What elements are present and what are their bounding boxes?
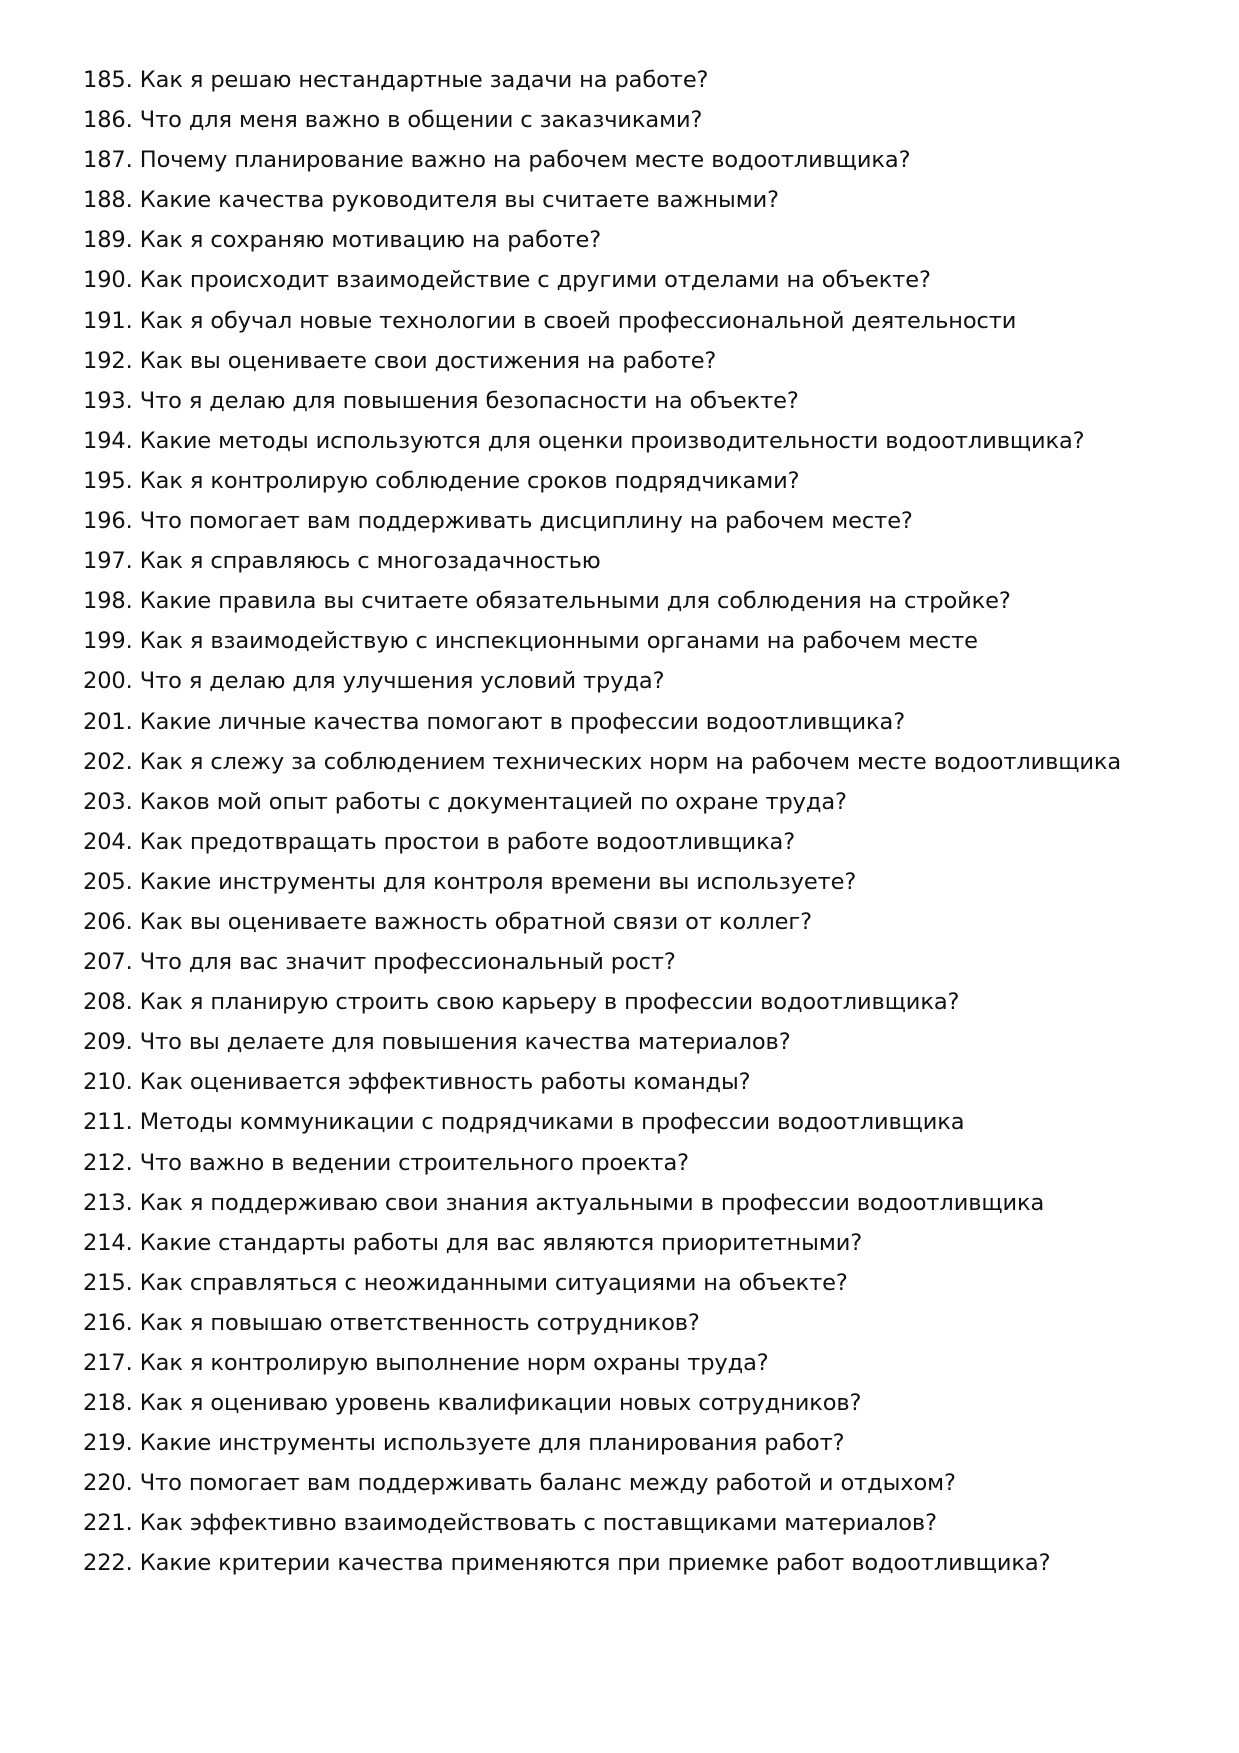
question-number: 192. [83,347,133,374]
question-text: Как я оцениваю уровень квалификации новых сотрудников? [139,1390,862,1417]
question-item [83,341,1203,381]
question-item [83,260,1203,300]
question-text: Как предотвращать простои в работе водоотливщика? [139,828,796,855]
question-number: 203. [83,788,133,815]
question-item [83,1102,1203,1142]
question-text: Что помогает вам поддерживать дисциплину на рабочем месте? [139,508,913,535]
question-item [83,1383,1203,1423]
question-text: Как я планирую строить свою карьеру в профессии водоотливщика? [139,989,960,1016]
question-item [83,1143,1203,1183]
question-item [83,180,1203,220]
question-number: 187. [83,147,133,174]
question-item [83,742,1203,782]
question-text: Как я контролирую выполнение норм охраны труда? [139,1350,769,1376]
question-text: Как я контролирую соблюдение сроков подрядчиками? [139,467,800,494]
question-text: Какие инструменты используете для планирования работ? [139,1430,845,1457]
question-text: Как я слежу за соблюдением технических норм на рабочем месте водоотливщика [139,748,1122,775]
question-number: 212. [83,1149,133,1176]
question-text: Какие личные качества помогают в профессии водоотливщика? [139,708,906,735]
question-text: Как вы оцениваете свои достижения на работе? [139,347,717,374]
question-number: 204. [83,828,133,855]
question-number: 190. [83,267,133,294]
question-item [83,1303,1203,1343]
question-text: Как эффективно взаимодействовать с поставщиками материалов? [139,1510,937,1537]
question-text: Что я делаю для улучшения условий труда? [139,668,665,695]
question-item [83,1062,1203,1102]
question-item [83,461,1203,501]
question-item [83,581,1203,621]
question-text: Как справляться с неожиданными ситуациями на объекте? [139,1269,848,1296]
question-text: Как оценивается эффективность работы команды? [139,1069,751,1096]
question-number: 220. [83,1470,133,1497]
question-number: 206. [83,908,133,935]
question-text: Методы коммуникации с подрядчиками в профессии водоотливщика [139,1109,965,1136]
question-item [83,862,1203,902]
question-number: 214. [83,1229,133,1256]
question-item [83,1423,1203,1463]
question-item [83,1223,1203,1263]
question-text: Как я взаимодействую с инспекционными органами на рабочем месте [139,628,978,655]
question-item [83,100,1203,140]
question-item [83,902,1203,942]
question-number: 210. [83,1069,133,1096]
question-item [83,621,1203,661]
question-item [83,220,1203,260]
question-item [83,661,1203,701]
question-text: Как я решаю нестандартные задачи на работе? [139,67,709,93]
question-item [83,1263,1203,1303]
question-text: Что помогает вам поддерживать баланс между работой и отдыхом? [139,1470,956,1497]
question-number: 208. [83,989,133,1016]
question-item [83,381,1203,421]
question-text: Что вы делаете для повышения качества материалов? [139,1029,791,1056]
question-text: Почему планирование важно на рабочем месте водоотливщика? [139,147,911,174]
question-number: 185. [83,67,133,93]
question-item [83,1183,1203,1223]
question-text: Как я поддерживаю свои знания актуальными в профессии водоотливщика [139,1189,1045,1216]
question-number: 205. [83,868,133,895]
question-item [83,1343,1203,1383]
question-text: Как я повышаю ответственность сотрудников? [139,1309,700,1336]
question-item [83,1022,1203,1062]
question-text: Какие стандарты работы для вас являются приоритетными? [139,1229,863,1256]
question-text: Каков мой опыт работы с документацией по охране труда? [139,788,847,815]
question-item [83,702,1203,742]
question-number: 202. [83,748,133,775]
question-text: Как вы оцениваете важность обратной связи от коллег? [139,908,812,935]
question-number: 218. [83,1390,133,1417]
question-item [83,942,1203,982]
question-text: Какие качества руководителя вы считаете важными? [139,187,779,214]
question-number: 216. [83,1309,133,1336]
question-text: Что для вас значит профессиональный рост? [139,949,676,976]
question-number: 193. [83,387,133,414]
question-number: 199. [83,628,133,655]
question-number: 207. [83,949,133,976]
question-item [83,782,1203,822]
question-number: 197. [83,548,133,575]
question-number: 215. [83,1269,133,1296]
question-number: 196. [83,508,133,535]
question-number: 200. [83,668,133,695]
question-item [83,1463,1203,1503]
question-number: 188. [83,187,133,214]
question-number: 189. [83,227,133,254]
question-text: Как я справляюсь с многозадачностью [139,548,601,575]
question-text: Что для меня важно в общении с заказчиками? [139,107,703,134]
question-text: Что я делаю для повышения безопасности на объекте? [139,387,799,414]
question-item [83,301,1203,341]
question-item [83,982,1203,1022]
question-number: 195. [83,467,133,494]
question-number: 211. [83,1109,133,1136]
question-number: 221. [83,1510,133,1537]
question-item [83,1543,1203,1583]
question-item [83,822,1203,862]
question-text: Какие методы используются для оценки производительности водоотливщика? [139,427,1085,454]
question-number: 213. [83,1189,133,1216]
question-item [83,541,1203,581]
question-text: Как я сохраняю мотивацию на работе? [139,227,602,254]
question-list [83,60,1203,1584]
question-text: Какие правила вы считаете обязательными для соблюдения на стройке? [139,588,1011,615]
question-number: 191. [83,307,133,334]
question-text: Как происходит взаимодействие с другими отделами на объекте? [139,267,931,294]
question-number: 186. [83,107,133,134]
question-number: 194. [83,427,133,454]
question-number: 217. [83,1350,133,1376]
question-text: Что важно в ведении строительного проекта? [139,1149,689,1176]
question-item [83,60,1203,100]
question-text: Как я обучал новые технологии в своей профессиональной деятельности [139,307,1017,334]
question-number: 201. [83,708,133,735]
question-text: Какие инструменты для контроля времени вы используете? [139,868,857,895]
question-item [83,140,1203,180]
question-number: 222. [83,1550,133,1577]
question-item [83,421,1203,461]
question-number: 219. [83,1430,133,1457]
question-number: 209. [83,1029,133,1056]
question-text: Какие критерии качества применяются при приемке работ водоотливщика? [139,1550,1051,1577]
question-number: 198. [83,588,133,615]
question-item [83,1503,1203,1543]
question-item [83,501,1203,541]
